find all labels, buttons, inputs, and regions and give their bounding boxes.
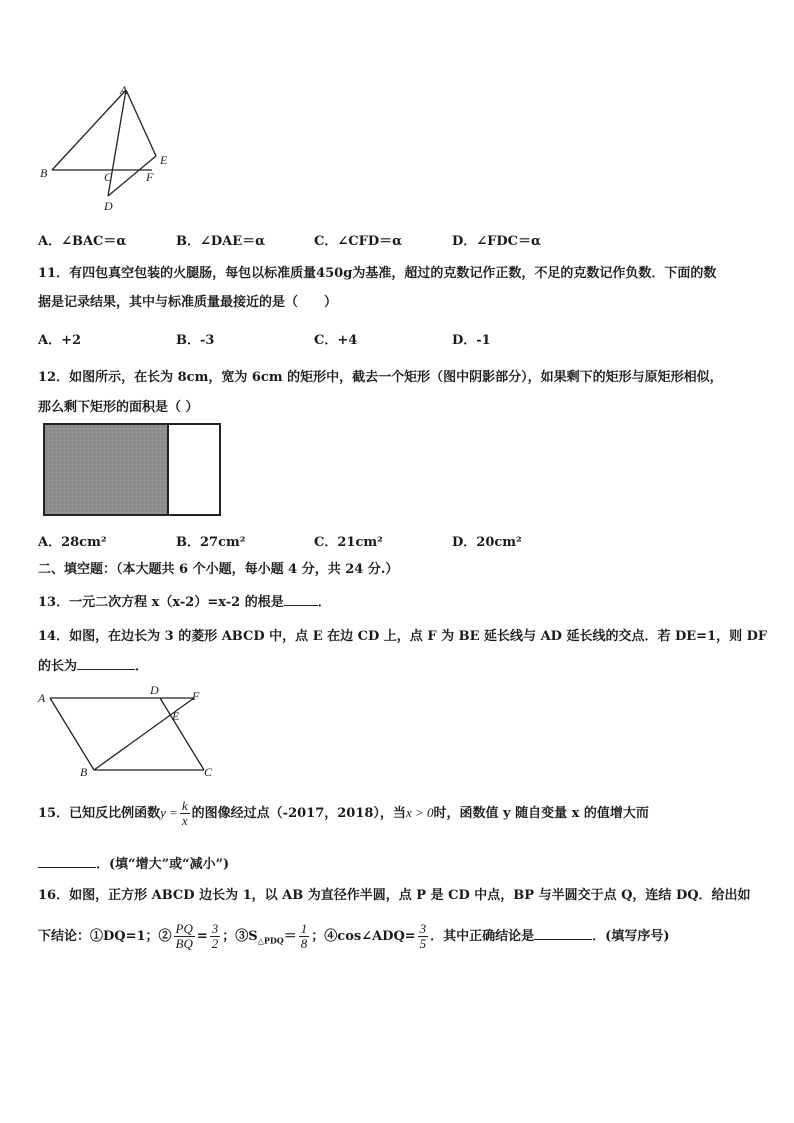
vertex-label-c: C — [104, 170, 113, 184]
q10-option-c[interactable]: C．∠CFD＝α — [314, 234, 403, 249]
vertex-label-b: B — [40, 166, 48, 180]
q11-stem-line2: 据是记录结果，其中与标准质量最接近的是（ ） — [38, 295, 338, 310]
vertex-label-a: A — [120, 84, 128, 97]
vertex-label-e: E — [172, 709, 180, 723]
vertex-label-c: C — [204, 765, 213, 779]
vertex-label-f: F — [192, 689, 200, 703]
q12-stem-line2: 那么剩下矩形的面积是（ ） — [38, 400, 199, 415]
vertex-label-b: B — [80, 765, 88, 779]
q13-stem: 13．一元二次方程 x（x-2）=x-2 的根是 ． — [38, 595, 331, 610]
vertex-label-e: E — [160, 153, 168, 167]
fraction-1-over-8: $\frac{1}{8}$ — [300, 921, 308, 951]
q14-stem-line2: 的长为 ． — [38, 659, 149, 674]
q10-option-d[interactable]: D．∠FDC＝α — [452, 234, 542, 249]
vertex-label-d: D — [104, 199, 113, 213]
rhombus-figure-q14 — [34, 680, 224, 782]
q11-option-d[interactable]: D．-1 — [452, 333, 491, 348]
q15-answer-blank[interactable] — [38, 855, 96, 868]
vertex-label-d: D — [150, 683, 159, 697]
q13-answer-blank[interactable] — [284, 593, 318, 606]
rectangle-figure-q12 — [42, 422, 228, 518]
q12-option-c[interactable]: C．21cm² — [314, 535, 383, 550]
fraction-pq-over-bq: $\frac{PQ}{BQ}$ — [175, 921, 193, 951]
q11-option-c[interactable]: C．+4 — [314, 333, 358, 348]
q16-answer-blank[interactable] — [534, 927, 592, 940]
q11-stem-line1: 11．有四包真空包装的火腿肠，每包以标准质量450g为基准，超过的克数记作正数，不足的克数记作负数．下面的数 — [38, 266, 717, 281]
q12-option-a[interactable]: A．28cm² — [38, 535, 107, 550]
section-heading-fill-in: 二、填空题：（本大题共 6 个小题，每小题 4 分，共 24 分.） — [38, 562, 399, 577]
triangle-figure-q10 — [36, 84, 176, 216]
fraction-k-over-x: $\frac{k}{x}$ — [181, 798, 188, 828]
q16-stem-line2: 下结论：①DQ=1；② $\frac{PQ}{BQ}$ = $\frac{3}{2}$ ；$③S_{\triangle PDQ}=$ $\frac{1}{8}$ ；④cos∠ADQ= $\frac{3}{5}$ ．其中正确结论是 ．(填写序号) — [38, 921, 670, 951]
fraction-3-over-2: $\frac{3}{2}$ — [211, 921, 219, 951]
q14-answer-blank[interactable] — [77, 657, 135, 670]
q12-option-b[interactable]: B．27cm² — [176, 535, 246, 550]
q10-option-b[interactable]: B．∠DAE＝α — [176, 234, 266, 249]
q14-stem-line1: 14．如图，在边长为 3 的菱形 ABCD 中，点 E 在边 CD 上，点 F 为 BE 延长线与 AD 延长线的交点．若 DE=1，则 DF — [38, 629, 768, 644]
q11-option-a[interactable]: A．+2 — [38, 333, 82, 348]
fraction-3-over-5: $\frac{3}{5}$ — [419, 921, 427, 951]
vertex-label-f: F — [146, 170, 154, 184]
q12-stem-line1: 12．如图所示，在长为 8cm，宽为 6cm 的矩形中，截去一个矩形（图中阴影部分），如果剩下的矩形与原矩形相似， — [38, 370, 723, 385]
q10-option-a[interactable]: A．∠BAC＝α — [38, 234, 127, 249]
vertex-label-a: A — [38, 691, 46, 705]
q15-stem-line1: 15．已知反比例函数y = $\frac{k}{x}$ 的图像经过点（-2017，2018），当x > 0时，函数值 y 随自变量 x 的值增大而 — [38, 798, 649, 828]
q16-stem-line1: 16．如图，正方形 ABCD 边长为 1，以 AB 为直径作半圆，点 P 是 CD 中点，BP 与半圆交于点 Q，连结 DQ．给出如 — [38, 888, 751, 903]
remaining-rectangle — [168, 424, 220, 515]
q11-option-b[interactable]: B．-3 — [176, 333, 215, 348]
q15-stem-line2: ．(填“增大”或“减小”) — [38, 853, 229, 872]
shaded-rectangle — [44, 424, 168, 515]
q12-option-d[interactable]: D．20cm² — [452, 535, 522, 550]
